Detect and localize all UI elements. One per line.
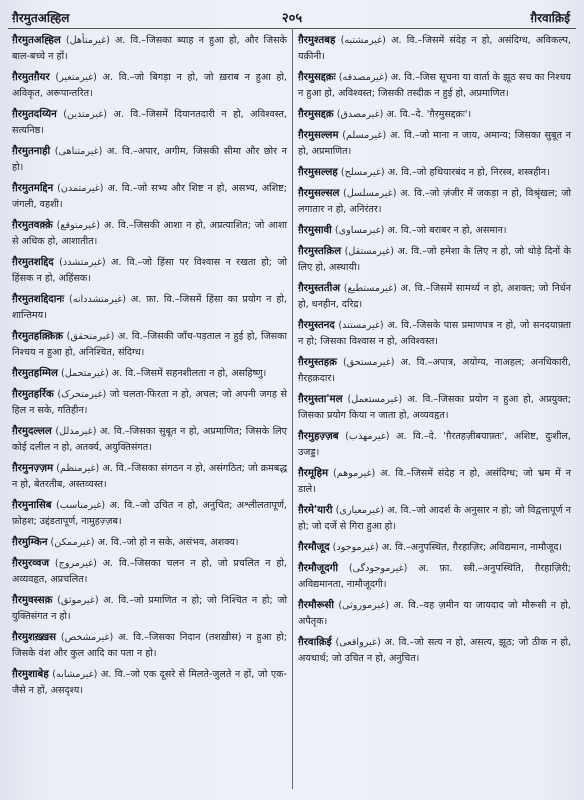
entry-definition: अ. वि.–जो बिगड़ा न हो, जो ख़राब न हुआ हो, अविकृत, अरूपान्तरित। — [12, 72, 287, 99]
dictionary-entry — [12, 366, 287, 382]
entry-urdu-spelling: (غیرمستطیع) — [343, 283, 397, 294]
entry-headword: ग़ैरमुरव्वज — [12, 558, 50, 569]
entry-headword: ग़ैरमुतहर्रिक — [12, 389, 54, 400]
entry-definition: अ. वि.–जो उचित न हो, अनुचित; अश्लीलतापूर्ण, फ़ोहश; उद्दंडतापूर्ण, नामुहज़्ज़ब। — [12, 500, 287, 527]
entry-urdu-spelling: (غیرمسلم) — [342, 130, 387, 141]
page-number: २०५ — [281, 11, 303, 26]
dictionary-entry — [12, 255, 287, 287]
entry-urdu-spelling: (غیرمتشددانه) — [68, 294, 127, 305]
entry-urdu-spelling: (غیرمساوی) — [334, 225, 385, 236]
entry-headword: ग़ैरमुसल्लह — [298, 167, 338, 178]
dictionary-entry — [298, 561, 571, 593]
entry-headword: ग़ैरमुम्किन — [12, 537, 48, 548]
entry-urdu-spelling: (غیرمهذب) — [345, 431, 390, 442]
entry-urdu-spelling: (غیرمسلسل) — [343, 188, 397, 199]
entry-headword: ग़ैरमे'यारी — [298, 505, 333, 516]
dictionary-entry — [12, 498, 287, 530]
entry-urdu-spelling: (غیرمستند) — [338, 320, 384, 331]
entry-urdu-spelling: (غیرموجود) — [332, 542, 379, 553]
entry-headword: ग़ैरमुश्तबह — [298, 35, 336, 46]
entry-definition: अ. वि.–जिसकी जाँच-पड़ताल न हुई हो, जिसका निश्चय न हुआ हो, अनिश्चित, संदिग्ध। — [12, 331, 287, 358]
entry-urdu-spelling: (غیرموهم) — [333, 468, 376, 479]
entry-definition: अ. वि.–जो प्रमाणित न हो; जो निश्चित न हो; जो युक्तिसंगत न हो। — [12, 595, 287, 622]
dictionary-entry — [12, 292, 287, 324]
entry-definition: अ. वि.–जिसका सुबूत न हो, अप्रमाणित; जिसके लिए कोई दलील न हो, अतर्क्य, अयुक्तिसंगत। — [12, 426, 287, 453]
entry-headword: ग़ैरमुसल्सल — [298, 188, 340, 199]
entry-headword: ग़ैरमुसावी — [298, 225, 332, 236]
entry-urdu-spelling: (غیرمتغیر) — [55, 72, 97, 83]
entry-urdu-spelling: (غیرمتشدد) — [59, 257, 106, 268]
entry-definition: अ. वि.–जिसका चलन न हो, जो प्रचलित न हो, अव्यवहृत, अप्रचलित। — [12, 558, 287, 585]
entry-headword: ग़ैरमुनज़्ज़म — [12, 463, 54, 474]
entry-urdu-spelling: (غیرمدلل) — [55, 426, 97, 437]
entry-urdu-spelling: (غیرموثق) — [57, 595, 99, 606]
entry-urdu-spelling: (غیرمتمدن) — [57, 183, 104, 194]
entry-headword: ग़ैरमुस्तहक़ — [298, 357, 337, 368]
dictionary-entry — [298, 392, 571, 424]
entry-definition: अ. वि.–जिसका निदान (तशख़ीस) न हुआ हो; जिसके वंश और कुल आदि का पता न हो। — [12, 632, 287, 659]
entry-headword: ग़ैरमुहज़्ज़ब — [298, 431, 339, 442]
dictionary-entry — [298, 503, 571, 535]
entry-definition: अ. वि.–जो ज़ंजीर में जकड़ा न हो, विश्रृंखल; जो लगातार न हो, अनिरंतर। — [298, 188, 571, 215]
header-last-word: ग़ैरवाक़िई — [530, 11, 570, 25]
header-first-word: ग़ैरमुतअह्हिल — [12, 11, 70, 25]
dictionary-entry — [298, 186, 571, 218]
entry-headword: ग़ैरमुतशद्दिद — [12, 257, 54, 268]
entry-definition: अ. वि.–जो एक दूसरे से मिलते-जुलते न हों, जो एक-जैसे न हों, असदृश्य। — [12, 669, 287, 696]
dictionary-entry — [298, 466, 571, 498]
dictionary-entry — [12, 424, 287, 456]
entry-definition: अ. वि.–जो सत्य न हो, असत्य, झूठ; जो ठीक न हो, अयथार्थ; जो उचित न हो, अनुचित। — [298, 637, 571, 664]
entry-definition: अ. वि.–जिसमें संदेह न हो, असंदिग्ध, अविकल्प, यक़ीनी। — [298, 35, 571, 62]
entry-headword: ग़ैरमुस्तनद — [298, 320, 335, 331]
entry-urdu-spelling: (غیرمروج) — [54, 558, 97, 569]
entry-headword: ग़ैरमौरूसी — [298, 600, 335, 611]
entry-definition: अ. वि.–जिसमें दियानतदारी न हो, अविश्वस्त, सत्यनिष्ठ। — [12, 109, 287, 136]
entry-headword: ग़ैरमौजूदगी — [298, 563, 338, 574]
entry-headword: ग़ैरमुतहक़्क़िक़ — [12, 331, 64, 342]
entry-definition: अ. वि.–जिसकी आशा न हो, अप्रत्याशित; जो आशा से अधिक हो, आशातीत। — [12, 220, 287, 247]
entry-headword: ग़ैरमुदल्लल — [12, 426, 52, 437]
dictionary-entry — [12, 387, 287, 419]
entry-urdu-spelling: (غیرمتوقع) — [56, 220, 101, 231]
dictionary-entry — [298, 355, 571, 387]
dictionary-entry — [12, 329, 287, 361]
entry-urdu-spelling: (غیرمتناهی) — [54, 146, 103, 157]
dictionary-entry — [298, 165, 571, 181]
entry-headword: ग़ैरमुतमद्दिन — [12, 183, 54, 194]
entry-urdu-spelling: (غیرمشتبه) — [340, 35, 386, 46]
dictionary-entry — [298, 128, 571, 160]
entry-definition: अ. वि.–जो आदर्श के अनुसार न हो; जो विद्वत्तापूर्ण न हो; जो दर्जे से गिरा हुआ हो। — [298, 505, 571, 532]
page-header — [8, 6, 576, 29]
entry-urdu-spelling: (غیرمناسب) — [56, 500, 106, 511]
entry-headword: ग़ैरमूहिम — [298, 468, 329, 479]
dictionary-entry — [298, 598, 571, 630]
entry-definition: अ. फ़ा. स्त्री.–अनुपस्थिति, ग़ैरहाज़िरी; अविद्यमानता, नामौजूदगी। — [298, 563, 571, 590]
entry-definition: अ. वि.–जिसमें संदेह न हो, असंदिग्ध; जो भ्रम में न डाले। — [298, 468, 571, 495]
dictionary-entry — [12, 593, 287, 625]
entry-headword: ग़ैरमुसल्लम — [298, 130, 339, 141]
entry-definition: अ. वि.–दे. 'ग़ैरमुसद्दक़ः'। — [386, 109, 472, 120]
entry-urdu-spelling: (غیرمتحمل) — [60, 368, 109, 379]
dictionary-entry — [298, 318, 571, 350]
entry-definition: अ. वि.–जिसके पास प्रमाणपत्र न हो, जो सनदयाफ़्ता न हो; जिसका विश्वास न हो, अविश्वस्त। — [298, 320, 571, 347]
entry-headword: ग़ैरमुतशद्दिदानः — [12, 294, 65, 305]
dictionary-entry — [12, 535, 287, 551]
entry-urdu-spelling: (غیرمستقل) — [344, 246, 394, 257]
entry-definition: अ. फ़ा. वि.–जिसमें हिंसा का प्रयोग न हो, शान्तिमय। — [12, 294, 287, 321]
entry-headword: ग़ैरमुवस्सक़ — [12, 595, 53, 606]
dictionary-entry — [298, 429, 571, 461]
entry-definition: अ. वि.–दे. 'ग़ैरतहज़ीबयाफ़्तः', अशिष्ट, दुःशील, उजड्ड। — [298, 431, 571, 458]
entry-headword: ग़ैरमुस्तक़िल — [298, 246, 342, 257]
entry-urdu-spelling: (غیرواقعی) — [335, 637, 381, 648]
entry-definition: अ. वि.–जिसमें सहनशीलता न हो, असहिष्णु। — [111, 368, 267, 379]
dictionary-entry — [12, 667, 287, 699]
entry-definition: अ. वि.–जिसमें सामर्थ्य न हो, अशक्त; जो निर्धन हो, धनहीन, दरिद्र। — [298, 283, 571, 310]
dictionary-entry — [298, 244, 571, 276]
entry-headword: ग़ैरमुस्ततीअ — [298, 283, 340, 294]
dictionary-entry — [298, 223, 571, 239]
entry-headword: ग़ैरमुतग़ैयर — [12, 72, 50, 83]
entry-definition: अ. वि.–अपार, अगीम, जिसकी सीमा और छोर न हो। — [12, 146, 287, 173]
entry-definition: अ. वि.–जो बराबर न हो, असमान। — [387, 225, 507, 236]
entry-definition: अ. वि.–जो हथियारबंद न हो, निरस्त्र, शस्त्रहीन। — [387, 167, 550, 178]
dictionary-entry — [12, 33, 287, 65]
entry-urdu-spelling: (غیرمتحقق) — [66, 331, 115, 342]
right-column — [292, 29, 576, 789]
entry-definition: अ. वि.–जिसका ब्याह न हुआ हो, और जिसके बाल-बच्चे न हों। — [12, 35, 287, 62]
dictionary-entry — [12, 107, 287, 139]
column-divider — [292, 29, 293, 789]
dictionary-entry — [12, 144, 287, 176]
entry-headword: ग़ैरमुनासिब — [12, 500, 52, 511]
entry-headword: ग़ैरमुतवक़्क़े — [12, 220, 53, 231]
dictionary-entry — [12, 70, 287, 102]
dictionary-entry — [298, 107, 571, 123]
dictionary-entry — [12, 630, 287, 662]
entry-headword: ग़ैरमुसद्दक़ः — [298, 72, 336, 83]
dictionary-entry — [298, 540, 571, 556]
entry-urdu-spelling: (غیرممکن) — [50, 537, 95, 548]
entry-headword: ग़ैरमुस्ता'मल — [298, 394, 343, 405]
dictionary-entry — [298, 281, 571, 313]
entry-urdu-spelling: (غیرمستعمل) — [347, 394, 403, 405]
entry-headword: ग़ैरमुशख़्ख़स — [12, 632, 57, 643]
entry-definition: अ. वि.–अपात्र, अयोग्य, नाअहल; अनधिकारी, ग़ैरहक़दार। — [298, 357, 571, 384]
entry-urdu-spelling: (غیرموجودگی) — [348, 563, 408, 574]
entry-definition: अ. वि.–जिसका संगठन न हो, असंगठित; जो क्रमबद्ध न हो, बेतरतीब, अस्तव्यस्त। — [12, 463, 287, 490]
entry-headword: ग़ैरमुतअह्हिल — [12, 35, 61, 46]
entry-urdu-spelling: (غیرمصدقه) — [338, 72, 388, 83]
entry-headword: ग़ैरमुतहम्मिल — [12, 368, 58, 379]
entry-definition: अ. वि.–जो हो न सके, असंभव, अशक्य। — [97, 537, 239, 548]
entry-definition: अ. वि.–जो हमेशा के लिए न हो, जो थोड़े दिनों के लिए हो, अस्थायी। — [298, 246, 571, 273]
columns — [8, 29, 576, 789]
dictionary-entry — [12, 218, 287, 250]
entry-definition: जो चलता-फिरता न हो, अचल; जो अपनी जगह से हिल न सके, गतिहीन। — [12, 389, 287, 416]
entry-urdu-spelling: (غیرمشخص) — [60, 632, 114, 643]
entry-urdu-spelling: (غیرمتحرک) — [57, 389, 107, 400]
entry-urdu-spelling: (غیرمتأهل) — [65, 35, 110, 46]
entry-definition: अ. वि.–वह ज़मीन या जायदाद जो मौरूसी न हो, अपैतृक। — [298, 600, 571, 627]
dictionary-entry — [298, 33, 571, 65]
entry-definition: अ. वि.–जो हिंसा पर विश्वास न रखता हो; जो हिंसक न हो, अहिंसक। — [12, 257, 287, 284]
entry-definition: अ. वि.–जिसका प्रयोग न हुआ हो, अप्रयुक्त; जिसका प्रयोग किया न जाता हो, अव्यवहृत। — [298, 394, 571, 421]
entry-headword: ग़ैरमुसद्दक़ — [298, 109, 334, 120]
entry-urdu-spelling: (غیرمعیاری) — [335, 505, 385, 516]
entry-urdu-spelling: (غیرموروثی) — [338, 600, 390, 611]
entry-urdu-spelling: (غیرمشابه) — [52, 669, 98, 680]
entry-urdu-spelling: (غیرمستحق) — [342, 357, 395, 368]
dictionary-entry — [12, 461, 287, 493]
dictionary-entry — [298, 635, 571, 667]
entry-definition: अ. वि.–अनुपस्थित, ग़ैरहाज़िर; अविद्यमान, नामौजूद। — [381, 542, 563, 553]
dictionary-entry — [12, 181, 287, 213]
dictionary-entry — [298, 70, 571, 102]
entry-urdu-spelling: (غیرمنظم) — [56, 463, 100, 474]
entry-headword: ग़ैरमुतदय्यिन — [12, 109, 57, 120]
entry-urdu-spelling: (غیرمسلح) — [340, 167, 385, 178]
entry-headword: ग़ैरवाक़िई — [298, 637, 332, 648]
entry-definition: अ. वि.–जिस सूचना या वार्ता के झूठ सच का निश्चय न हुआ हो, अविश्वस्त; जिसकी तस्दीक़ न हुई हो, अप्रमाणित। — [298, 72, 571, 99]
entry-headword: ग़ैरमुशाबेह — [12, 669, 49, 680]
left-column — [8, 29, 292, 789]
entry-definition: अ. वि.–जो सभ्य और शिष्ट न हो, असभ्य, अशिष्ट; जंगली, वहशी। — [12, 183, 287, 210]
dictionary-entry — [12, 556, 287, 588]
entry-urdu-spelling: (غیرمتدین) — [63, 109, 108, 120]
entry-urdu-spelling: (غیرمصدق) — [336, 109, 384, 120]
entry-headword: ग़ैरमौजूद — [298, 542, 330, 553]
entry-definition: अ. वि.–जो माना न जाय, अमान्य; जिसका सुबूत न हो, अप्रमाणित। — [298, 130, 571, 157]
entry-headword: ग़ैरमुतनाही — [12, 146, 51, 157]
